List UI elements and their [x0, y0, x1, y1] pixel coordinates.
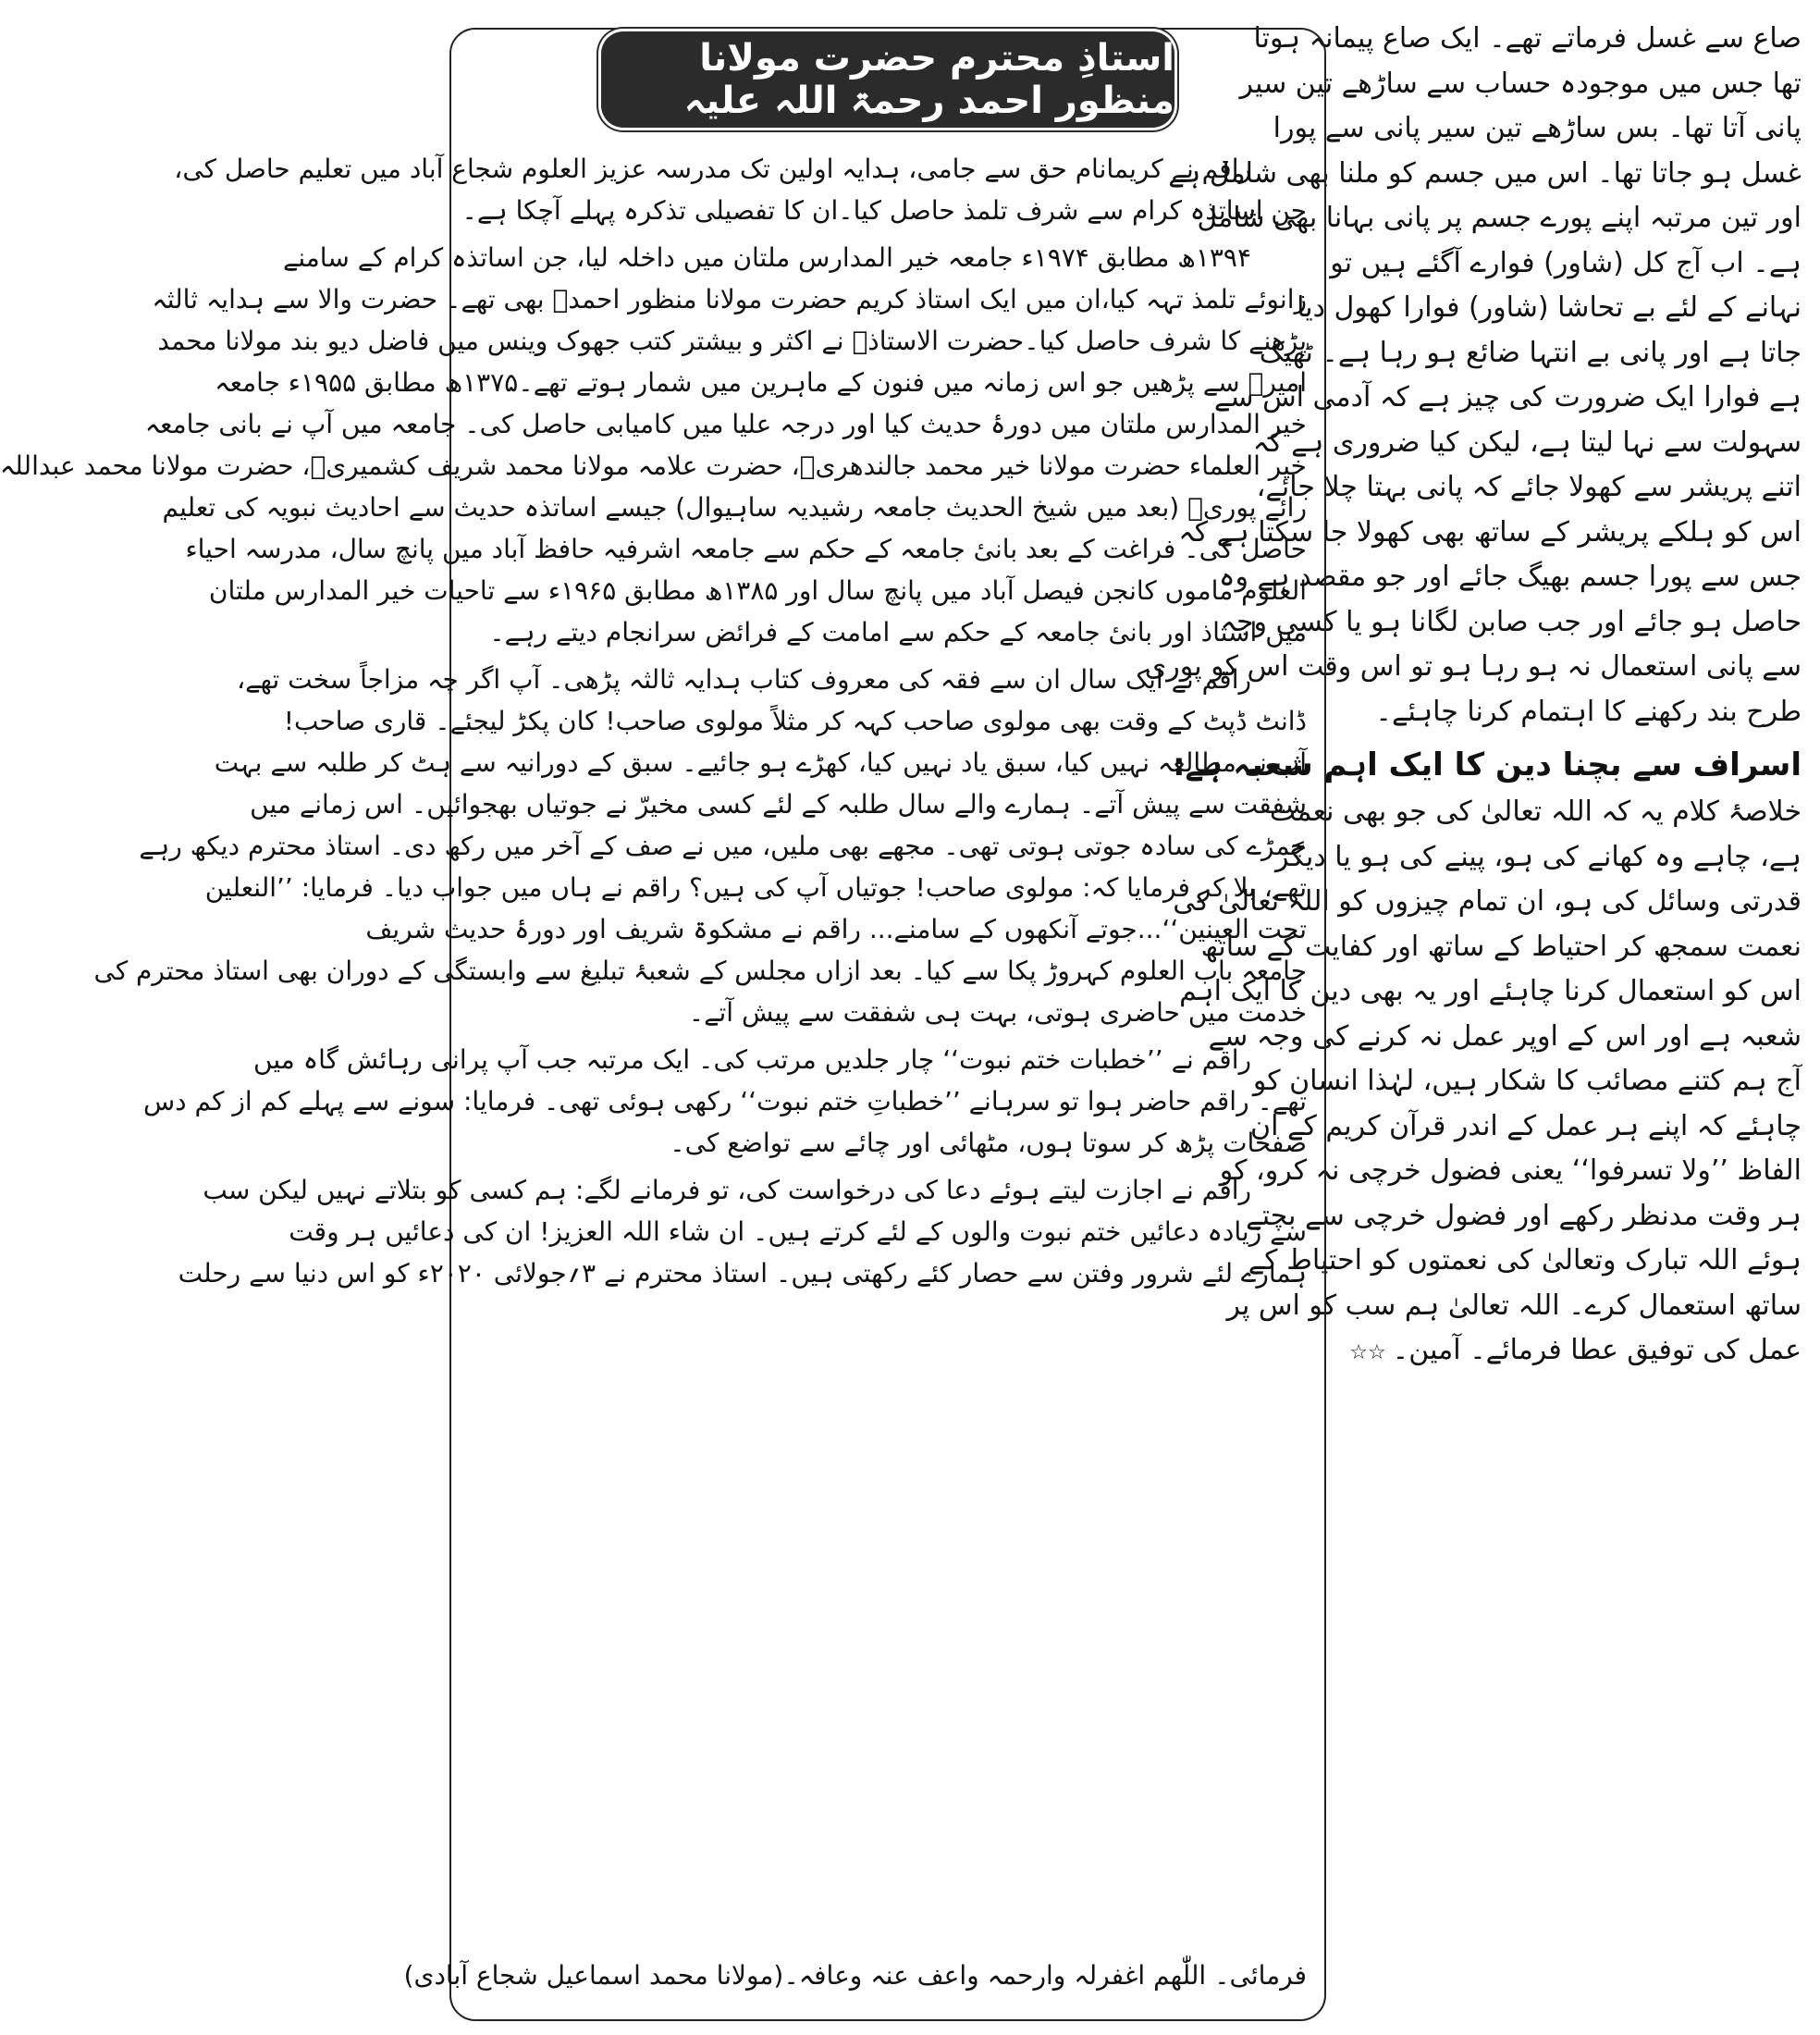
sidebar-line: چاہئے کہ اپنے ہر عمل کے اندر قرآن کریم کے ان — [1250, 1109, 1802, 1142]
article-line: راقم نے ایک سال ان سے فقہ کی معروف کتاب ہدایہ ثالثہ پڑھی۔ آپ اگر چہ مزاجاً سخت تھے، — [237, 664, 1251, 695]
sidebar-line: صاع سے غسل فرماتے تھے۔ ایک صاع پیمانہ ہوتا — [1253, 22, 1802, 55]
article-line: جامعہ باب العلوم کہروڑ پکا سے کیا۔ بعد ازاں مجلس کے شعبۂ تبلیغ سے وابستگی کے دوران بھی استاذ محترم کی — [93, 956, 1307, 986]
sidebar-text-bottom — [1173, 790, 1802, 1374]
sidebar-line: نہانے کے لئے بے تحاشا (شاور) فوارا کھول دیا — [1297, 291, 1802, 324]
article-line: راقم نے کریمانام حق سے جامی، ہدایہ اولین تک مدرسہ عزیز العلوم شجاع آباد میں تعلیم حاصل کی، — [174, 154, 1251, 184]
article-footer — [403, 1952, 1307, 1998]
sidebar-line: اتنے پریشر سے کھولا جائے کہ پانی بہتا چلا جائے، — [1256, 471, 1802, 503]
sidebar-line: اس کو ہلکے پریشر کے ساتھ بھی کھولا جا سکتا ہے کہ — [1178, 515, 1802, 549]
article-line: آپ نے مطالعہ نہیں کیا، سبق یاد نہیں کیا، کھڑے ہو جائیے۔ سبق کے دورانیہ سے ہٹ کر طلبہ سے بہت — [214, 747, 1307, 778]
sidebar-line: آج ہم کتنے مصائب کا شکار ہیں، لہٰذا انسان کو — [1252, 1065, 1802, 1097]
sidebar-line: طرح بند رکھنے کا اہتمام کرنا چاہئے۔ — [1375, 695, 1802, 728]
sidebar-line: خلاصۂ کلام یہ کہ اللہ تعالیٰ کی جو بھی نعمت — [1269, 796, 1802, 828]
sidebar-line: ہے۔ اب آج کل (شاور) فوارے آگئے ہیں تو — [1330, 246, 1802, 279]
article-line: زانوئے تلمذ تہہ کیا،ان میں ایک استاذ کریم حضرت مولانا منظور احمدؒ بھی تھے۔ حضرت والا سے ہدایہ ثالثہ — [152, 284, 1307, 314]
article-paragraph — [178, 1169, 1307, 1294]
article-line: چمڑے کی سادہ جوتی ہوتی تھی۔ مجھے بھی ملیں، میں نے صف کے آخر میں رکھ دی۔ استاذ محترم دیکھ رہے — [139, 831, 1307, 861]
sidebar-line: اس کو استعمال کرنا چاہئے اور یہ بھی دین کا ایک اہم — [1179, 975, 1802, 1007]
sidebar-line: جس سے پورا جسم بھیگ جائے اور جو مقصد ہے وہ — [1218, 561, 1802, 593]
article-line: ہمارے لئے شرور وفتن سے حصار کئے رکھتی ہیں۔ استاذ محترم نے ۳؍جولائی ۲۰۲۰ء کو اس دنیا سے رحلت — [178, 1258, 1307, 1289]
sidebar-line: تھا جس میں موجودہ حساب سے ساڑھے تین سیر — [1239, 67, 1802, 100]
article-line: تھے، بلا کر فرمایا کہ: مولوی صاحب! جوتیاں آپ کی ہیں؟ راقم نے ہاں میں جواب دیا۔ فرمایا: ’’النعلین — [204, 872, 1307, 903]
sidebar-line: سے پانی استعمال نہ ہو رہا ہو تو اس وقت اس کو پوری — [1144, 650, 1802, 683]
sidebar-column — [1144, 17, 1802, 2024]
article-title: استاذِ محترم حضرت مولانا منظور احمد رحمۃ اللہ علیہ — [601, 31, 1174, 128]
article-line: جن اساتذہ کرام سے شرف تلمذ حاصل کیا۔ان کا تفصیلی تذکرہ پہلے آچکا ہے۔ — [461, 195, 1307, 226]
article-body — [0, 148, 1307, 1998]
sidebar-line: ہے، چاہے وہ کھانے کی ہو، پینے کی ہو یا دیگر — [1274, 840, 1802, 873]
article-paragraph — [0, 237, 1307, 653]
article-line: شفقت سے پیش آتے۔ ہمارے والے سال طلبہ کے لئے کسی مخیرّ نے جوتیاں بھجوائیں۔ اس زمانے میں — [250, 789, 1307, 820]
sidebar-line: نعمت سمجھ کر احتیاط کے ساتھ اور کفایت کے ساتھ — [1200, 930, 1802, 963]
sidebar-text-top — [1144, 17, 1802, 734]
article-paragraph — [142, 1039, 1307, 1164]
article-paragraph — [93, 659, 1307, 1033]
sidebar-line: حاصل ہو جائے اور جب صابن لگانا ہو یا کسی وجہ — [1220, 605, 1802, 638]
sidebar-line: عمل کی توفیق عطا فرمائے۔ آمین۔ ☆☆ — [1349, 1334, 1802, 1366]
sidebar-heading: اسراف سے بچنا دین کا ایک اہم شعبہ ہے: — [1172, 746, 1802, 783]
sidebar-line: ساتھ استعمال کرے۔ اللہ تعالیٰ ہم سب کو اس پر — [1226, 1289, 1802, 1322]
article-line: امیرؒ سے پڑھیں جو اس زمانہ میں فنون کے ماہرین میں شمار ہوتے تھے۔۱۳۷۵ھ مطابق ۱۹۵۵ء جامعہ — [215, 367, 1307, 398]
article-line: پڑھنے کا شرف حاصل کیا۔حضرت الاستاذؒ نے اکثر و بیشتر کتب جھوک وینس میں فاضل دیو بند مولانا محمد — [157, 326, 1307, 356]
article-line: خیر المدارس ملتان میں دورۂ حدیث کیا اور درجہ علیا میں کامیابی حاصل کی۔ جامعہ میں آپ نے بانی جامعہ — [144, 409, 1307, 439]
article-line: سے زیادہ دعائیں ختم نبوت والوں کے لئے کرتے ہیں۔ ان شاء اللہ العزیز! ان کی دعائیں ہر وقت — [289, 1216, 1307, 1247]
sidebar-line: شعبہ ہے اور اس کے اوپر عمل نہ کرنے کی وجہ سے — [1208, 1019, 1802, 1053]
article-line: صفحات پڑھ کر سوتا ہوں، مٹھائی اور چائے سے تواضع کی۔ — [670, 1128, 1307, 1158]
sidebar-line: پانی آتا تھا۔ بس ساڑھے تین سیر پانی سے پورا — [1273, 112, 1802, 144]
article-line: حاصل کی۔ فراغت کے بعد بانیٔ جامعہ کے حکم سے جامعہ اشرفیہ حافظ آباد میں پانچ سال، مدرسہ احیاء — [185, 534, 1307, 564]
article-line: ڈانٹ ڈپٹ کے وقت بھی مولوی صاحب کہہ کر مثلاً مولوی صاحب! کان پکڑ لیجئے۔ قاری صاحب! — [283, 706, 1307, 736]
sidebar-line: غسل ہو جاتا تھا۔ اس میں جسم کو ملنا بھی شامل ہے — [1168, 156, 1802, 190]
sidebar-line: اور تین مرتبہ اپنے پورے جسم پر پانی بہانا بھی شامل — [1197, 202, 1802, 234]
sidebar-line: سہولت سے نہا لیتا ہے، لیکن کیا ضروری ہے کہ — [1252, 426, 1802, 459]
author-signature: (مولانا محمد اسماعیل شجاع آبادی) — [403, 1959, 784, 1991]
article-line: راقم نے ’’خطبات ختم نبوت‘‘ چار جلدیں مرتب کی۔ ایک مرتبہ جب آپ پرانی رہائش گاہ میں — [253, 1044, 1251, 1075]
sidebar-line: الفاظ ’’ولا تسرفوا‘‘ یعنی فضول خرچی نہ کرو، کو — [1219, 1154, 1802, 1187]
article-paragraph — [174, 148, 1307, 231]
article-line: راقم نے اجازت لیتے ہوئے دعا کی درخواست کی، تو فرمانے لگے: ہم کسی کو بتلاتے نہیں لیکن سب — [203, 1175, 1251, 1205]
article-line: تھے۔ راقم حاضر ہوا تو سرہانے ’’خطباتِ ختم نبوت‘‘ رکھی ہوئی تھی۔ فرمایا: سونے سے پہلے کم از کم دس — [142, 1086, 1307, 1116]
article-line: خدمت میں حاضری ہوتی، بہت ہی شفقت سے پیش آتے۔ — [688, 997, 1307, 1028]
sidebar-line: ہے فوارا ایک ضرورت کی چیز ہے کہ آدمی اس سے — [1213, 381, 1802, 413]
article-line: میں استاذ اور بانیٔ جامعہ کے حکم سے امامت کے فرائض سرانجام دیتے رہے۔ — [489, 617, 1307, 648]
sidebar-line: ہر وقت مدنظر رکھے اور فضول خرچی سے بچتے — [1246, 1199, 1802, 1232]
sidebar-line: ہوئے اللہ تبارک وتعالیٰ کی نعمتوں کو احتیاط کے — [1248, 1244, 1802, 1276]
end-stars: ☆☆ — [1349, 1341, 1393, 1364]
article-line: العلوم ماموں کانجن فیصل آباد میں پانچ سال اور ۱۳۸۵ھ مطابق ۱۹۶۵ء سے تاحیات خیر المدارس ملتان — [208, 575, 1307, 606]
article-line: ۱۳۹۴ھ مطابق ۱۹۷۴ء جامعہ خیر المدارس ملتان میں داخلہ لیا، جن اساتذہ کرام کے سامنے — [282, 242, 1251, 273]
sidebar-line: جاتا ہے اور پانی بے انتہا ضائع ہو رہا ہے۔ ٹھیک — [1259, 336, 1802, 369]
closing-line: فرمائی۔ اللّٰھم اغفرلہ وارحمہ واعف عنہ وعافہ۔ — [783, 1959, 1307, 1991]
sidebar-line: قدرتی وسائل کی ہو، ان تمام چیزوں کو اللہ تعالیٰ کی — [1173, 885, 1802, 918]
article-line: رائے پوریؒ (بعد میں شیخ الحدیث جامعہ رشیدیہ ساہیوال) جیسے اساتذہ حدیث سے احادیث نبویہ کی تعلیم — [162, 492, 1307, 523]
article-line: خیر العلماء حضرت مولانا خیر محمد جالندھریؒ، حضرت علامہ مولانا محمد شریف کشمیریؒ، حضرت مولانا محمد عبداللہ — [0, 450, 1307, 481]
article-line: تحت العینین‘‘...جوتے آنکھوں کے سامنے... راقم نے مشکوۃ شریف اور دورۂ حدیث شریف — [365, 914, 1307, 944]
